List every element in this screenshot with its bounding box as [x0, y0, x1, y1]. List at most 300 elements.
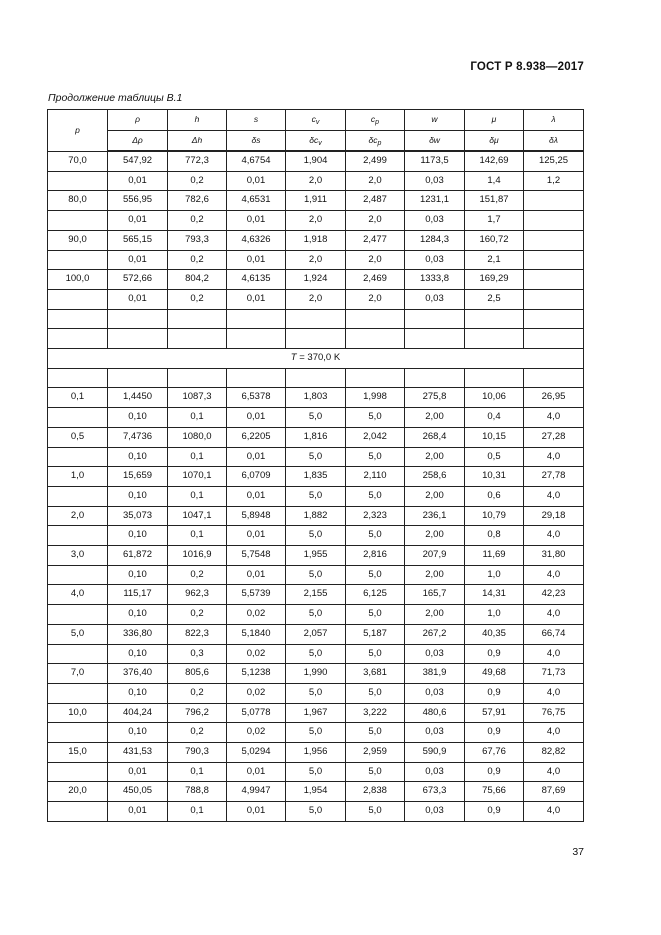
symbol-main: δλ [549, 134, 558, 145]
cell-pressure: 2,0 [48, 506, 108, 526]
cell-value: 0,5 [465, 447, 524, 467]
cell-pressure [48, 565, 108, 585]
cell-value: 0,03 [405, 683, 465, 703]
cell-value: 1,4 [465, 171, 524, 191]
cell-value: 5,0 [346, 605, 405, 625]
cell-value: 5,0 [346, 526, 405, 546]
header-symbol [227, 110, 286, 131]
cell-value: 0,03 [405, 723, 465, 743]
cell-value: 0,9 [465, 723, 524, 743]
cell-value: 336,80 [108, 624, 168, 644]
cell-value: 2,0 [286, 289, 346, 309]
cell-value: 31,80 [524, 546, 584, 566]
symbol-main: Δρ [132, 134, 143, 145]
cell-value: 87,69 [524, 782, 584, 802]
cell-value: 76,75 [524, 703, 584, 723]
cell-value: 125,25 [524, 151, 584, 171]
cell-value: 5,0 [346, 565, 405, 585]
section-value: = 370,0 K [296, 352, 341, 363]
cell-value: 1080,0 [168, 427, 227, 447]
cell-value: 10,79 [465, 506, 524, 526]
symbol-main: δs [251, 134, 261, 145]
cell-value: 27,28 [524, 427, 584, 447]
section-temperature [48, 349, 584, 369]
cell-value: 5,0 [286, 802, 346, 822]
cell-pressure [48, 723, 108, 743]
table-row [48, 664, 584, 684]
cell-value: 556,95 [108, 191, 168, 211]
cell-value: 1,803 [286, 388, 346, 408]
cell-value: 3,681 [346, 664, 405, 684]
cell-value: 2,057 [286, 624, 346, 644]
cell-value: 75,66 [465, 782, 524, 802]
cell-value: 4,6531 [227, 191, 286, 211]
cell-value: 82,82 [524, 743, 584, 763]
cell-value: 0,1 [168, 802, 227, 822]
cell-value: 5,0294 [227, 743, 286, 763]
cell-value: 450,05 [108, 782, 168, 802]
cell-value: 169,29 [465, 270, 524, 290]
header-symbol [168, 110, 227, 131]
cell-value: 10,06 [465, 388, 524, 408]
symbol-subscript: v [318, 139, 322, 147]
table-row [48, 486, 584, 506]
cell-value: 0,01 [108, 802, 168, 822]
cell-value: 40,35 [465, 624, 524, 644]
cell-value [524, 368, 584, 388]
cell-value: 67,76 [465, 743, 524, 763]
cell-value: 5,0 [286, 605, 346, 625]
table-row [48, 289, 584, 309]
cell-value: 0,01 [108, 250, 168, 270]
cell-value: 0,01 [108, 211, 168, 231]
cell-value: 2,00 [405, 408, 465, 428]
cell-pressure: 0,1 [48, 388, 108, 408]
table-row [48, 250, 584, 270]
cell-pressure: 80,0 [48, 191, 108, 211]
cell-value: 0,2 [168, 289, 227, 309]
cell-value: 0,2 [168, 565, 227, 585]
cell-value: 1,990 [286, 664, 346, 684]
header-uncertainty [346, 130, 405, 151]
cell-pressure: 1,0 [48, 467, 108, 487]
symbol-main: c [311, 114, 316, 124]
cell-value: 2,1 [465, 250, 524, 270]
cell-value [465, 368, 524, 388]
cell-value [108, 368, 168, 388]
cell-value: 1231,1 [405, 191, 465, 211]
cell-value: 772,3 [168, 151, 227, 171]
cell-value: 5,0778 [227, 703, 286, 723]
cell-value [405, 329, 465, 349]
cell-value: 1,4450 [108, 388, 168, 408]
cell-value [168, 368, 227, 388]
cell-value: 2,110 [346, 467, 405, 487]
cell-value: 29,18 [524, 506, 584, 526]
cell-value: 4,0 [524, 683, 584, 703]
cell-value: 0,2 [168, 723, 227, 743]
cell-value: 5,0 [286, 683, 346, 703]
cell-pressure: 7,0 [48, 664, 108, 684]
symbol-main: ρ [135, 114, 140, 124]
cell-value: 5,0 [286, 408, 346, 428]
symbol-subscript: p [375, 119, 380, 126]
cell-value: 207,9 [405, 546, 465, 566]
cell-value [405, 309, 465, 329]
cell-value: 0,1 [168, 486, 227, 506]
cell-value: 0,2 [168, 171, 227, 191]
header-uncertainty [465, 130, 524, 151]
cell-value: 0,01 [227, 565, 286, 585]
cell-value: 6,5378 [227, 388, 286, 408]
table-row [48, 467, 584, 487]
cell-value: 788,8 [168, 782, 227, 802]
table-row [48, 447, 584, 467]
header-uncertainty [405, 130, 465, 151]
cell-value: 0,01 [108, 289, 168, 309]
cell-value: 0,01 [227, 486, 286, 506]
cell-value: 2,042 [346, 427, 405, 447]
cell-value: 5,0 [286, 447, 346, 467]
cell-value: 0,01 [227, 802, 286, 822]
cell-value: 1,924 [286, 270, 346, 290]
cell-value: 0,02 [227, 683, 286, 703]
cell-value: 565,15 [108, 230, 168, 250]
cell-value: 0,03 [405, 802, 465, 822]
cell-value: 5,0 [286, 526, 346, 546]
cell-value [168, 309, 227, 329]
header-uncertainty [524, 130, 584, 151]
cell-value: 61,872 [108, 546, 168, 566]
header-symbol [405, 110, 465, 131]
cell-value: 1,955 [286, 546, 346, 566]
cell-value: 5,0 [286, 486, 346, 506]
cell-pressure: 20,0 [48, 782, 108, 802]
cell-value: 1,954 [286, 782, 346, 802]
cell-value: 258,6 [405, 467, 465, 487]
table-row [48, 546, 584, 566]
cell-pressure: 4,0 [48, 585, 108, 605]
cell-value: 2,5 [465, 289, 524, 309]
cell-value: 5,0 [346, 762, 405, 782]
cell-pressure [48, 802, 108, 822]
symbol-subscript: p [377, 139, 382, 147]
cell-value: 1,882 [286, 506, 346, 526]
cell-value: 4,0 [524, 644, 584, 664]
cell-value: 1016,9 [168, 546, 227, 566]
cell-value [108, 329, 168, 349]
cell-value: 0,01 [227, 289, 286, 309]
header-row-symbols [48, 110, 584, 131]
header-uncertainty [168, 130, 227, 151]
cell-value: 0,01 [227, 171, 286, 191]
cell-value: 42,23 [524, 585, 584, 605]
cell-value: 4,6754 [227, 151, 286, 171]
cell-value: 5,0 [286, 565, 346, 585]
symbol-main: h [194, 114, 200, 124]
cell-value: 2,00 [405, 526, 465, 546]
cell-value: 5,0 [286, 644, 346, 664]
cell-value: 66,74 [524, 624, 584, 644]
cell-value: 0,03 [405, 762, 465, 782]
cell-value: 376,40 [108, 664, 168, 684]
table-row [48, 565, 584, 585]
table-row [48, 605, 584, 625]
cell-value: 0,10 [108, 447, 168, 467]
table-row [48, 723, 584, 743]
cell-value: 0,03 [405, 289, 465, 309]
cell-value: 0,10 [108, 723, 168, 743]
cell-value: 0,10 [108, 605, 168, 625]
cell-value: 0,10 [108, 486, 168, 506]
cell-value: 0,01 [108, 762, 168, 782]
cell-value: 0,2 [168, 211, 227, 231]
cell-value: 1,998 [346, 388, 405, 408]
cell-pressure [48, 368, 108, 388]
cell-pressure [48, 329, 108, 349]
cell-value: 4,6326 [227, 230, 286, 250]
data-table [47, 109, 584, 822]
cell-value: 2,0 [346, 171, 405, 191]
cell-value: 1,918 [286, 230, 346, 250]
cell-value [524, 289, 584, 309]
cell-value: 0,02 [227, 605, 286, 625]
cell-value [346, 368, 405, 388]
cell-value: 5,0 [346, 447, 405, 467]
cell-pressure [48, 171, 108, 191]
page-number: 37 [572, 846, 584, 858]
cell-value: 1087,3 [168, 388, 227, 408]
cell-value: 2,00 [405, 486, 465, 506]
cell-value: 1,956 [286, 743, 346, 763]
cell-value: 1047,1 [168, 506, 227, 526]
symbol-main: δc [309, 134, 319, 145]
cell-value: 0,2 [168, 683, 227, 703]
cell-value: 404,24 [108, 703, 168, 723]
cell-pressure [48, 211, 108, 231]
cell-value: 572,66 [108, 270, 168, 290]
cell-value: 0,01 [227, 526, 286, 546]
table-caption: Продолжение таблицы В.1 [48, 92, 183, 104]
cell-value: 5,0 [286, 723, 346, 743]
cell-value: 590,9 [405, 743, 465, 763]
cell-value: 673,3 [405, 782, 465, 802]
table-row [48, 427, 584, 447]
cell-value: 5,1840 [227, 624, 286, 644]
cell-value: 2,469 [346, 270, 405, 290]
cell-value [108, 309, 168, 329]
cell-pressure: 0,5 [48, 427, 108, 447]
cell-value: 5,8948 [227, 506, 286, 526]
cell-value: 805,6 [168, 664, 227, 684]
cell-value: 5,1238 [227, 664, 286, 684]
header-symbol [346, 110, 405, 131]
symbol-main: μ [491, 114, 497, 124]
cell-value: 793,3 [168, 230, 227, 250]
table-row [48, 230, 584, 250]
cell-value: 5,0 [346, 486, 405, 506]
cell-value: 1,0 [465, 605, 524, 625]
cell-value: 2,0 [346, 250, 405, 270]
cell-value: 480,6 [405, 703, 465, 723]
cell-value: 0,2 [168, 605, 227, 625]
cell-value: 0,9 [465, 762, 524, 782]
cell-value: 4,0 [524, 605, 584, 625]
cell-value: 2,0 [286, 211, 346, 231]
table-row [48, 329, 584, 349]
header-symbol [524, 110, 584, 131]
table-row [48, 211, 584, 231]
cell-pressure [48, 447, 108, 467]
cell-value: 142,69 [465, 151, 524, 171]
cell-value: 2,00 [405, 565, 465, 585]
cell-value [465, 309, 524, 329]
cell-value [524, 250, 584, 270]
cell-value: 0,10 [108, 683, 168, 703]
cell-value: 2,838 [346, 782, 405, 802]
symbol-main: Δh [191, 134, 203, 145]
table-row [48, 368, 584, 388]
cell-value: 1,7 [465, 211, 524, 231]
symbol-main: s [253, 114, 259, 124]
cell-value [524, 270, 584, 290]
cell-pressure: 100,0 [48, 270, 108, 290]
cell-value: 27,78 [524, 467, 584, 487]
cell-pressure: 70,0 [48, 151, 108, 171]
cell-value: 5,0 [346, 802, 405, 822]
cell-value [227, 368, 286, 388]
cell-value: 5,5739 [227, 585, 286, 605]
cell-value: 268,4 [405, 427, 465, 447]
cell-value [168, 329, 227, 349]
cell-value: 2,487 [346, 191, 405, 211]
cell-value: 1,967 [286, 703, 346, 723]
cell-value: 6,2205 [227, 427, 286, 447]
cell-value: 2,323 [346, 506, 405, 526]
cell-value: 1,904 [286, 151, 346, 171]
cell-value: 4,0 [524, 723, 584, 743]
symbol-main: w [431, 114, 438, 124]
cell-value: 1,835 [286, 467, 346, 487]
table-row [48, 782, 584, 802]
cell-value: 1284,3 [405, 230, 465, 250]
cell-value: 2,00 [405, 605, 465, 625]
cell-value: 4,0 [524, 762, 584, 782]
cell-value: 0,1 [168, 447, 227, 467]
cell-value: 1173,5 [405, 151, 465, 171]
cell-pressure: 15,0 [48, 743, 108, 763]
cell-value: 547,92 [108, 151, 168, 171]
cell-value: 0,03 [405, 250, 465, 270]
cell-value: 2,816 [346, 546, 405, 566]
cell-value: 49,68 [465, 664, 524, 684]
cell-pressure: 10,0 [48, 703, 108, 723]
table-row [48, 703, 584, 723]
table-row [48, 644, 584, 664]
cell-value: 5,0 [346, 683, 405, 703]
cell-value [346, 329, 405, 349]
cell-value: 71,73 [524, 664, 584, 684]
table-row [48, 802, 584, 822]
header-p: p [48, 110, 108, 152]
table-row [48, 388, 584, 408]
cell-value: 15,659 [108, 467, 168, 487]
cell-pressure [48, 486, 108, 506]
cell-value: 0,9 [465, 644, 524, 664]
cell-value: 0,03 [405, 644, 465, 664]
cell-value [286, 309, 346, 329]
cell-value [405, 368, 465, 388]
cell-value: 0,6 [465, 486, 524, 506]
cell-value: 57,91 [465, 703, 524, 723]
table-row [48, 526, 584, 546]
cell-value: 2,0 [286, 171, 346, 191]
cell-value [524, 211, 584, 231]
cell-value: 5,0 [346, 644, 405, 664]
cell-value: 1,911 [286, 191, 346, 211]
cell-value: 2,155 [286, 585, 346, 605]
cell-value: 0,10 [108, 526, 168, 546]
cell-value: 2,499 [346, 151, 405, 171]
cell-value: 0,3 [168, 644, 227, 664]
header-symbol [108, 110, 168, 131]
cell-value: 5,187 [346, 624, 405, 644]
document-code: ГОСТ Р 8.938—2017 [470, 61, 584, 73]
cell-value: 10,15 [465, 427, 524, 447]
section-row [48, 349, 584, 369]
symbol-main: c [370, 114, 376, 124]
cell-value [524, 230, 584, 250]
cell-value: 0,01 [227, 211, 286, 231]
header-row-uncertainty [48, 130, 584, 151]
cell-pressure [48, 526, 108, 546]
cell-value [227, 309, 286, 329]
cell-pressure: 90,0 [48, 230, 108, 250]
cell-value: 0,01 [108, 171, 168, 191]
cell-value [286, 329, 346, 349]
cell-value: 0,01 [227, 408, 286, 428]
cell-value: 0,1 [168, 762, 227, 782]
cell-value [524, 191, 584, 211]
cell-value: 0,9 [465, 683, 524, 703]
table-row [48, 171, 584, 191]
table-row [48, 270, 584, 290]
cell-value [227, 329, 286, 349]
cell-value: 0,1 [168, 408, 227, 428]
cell-value: 35,073 [108, 506, 168, 526]
cell-value: 0,10 [108, 565, 168, 585]
cell-value: 3,222 [346, 703, 405, 723]
header-uncertainty [108, 130, 168, 151]
cell-value: 26,95 [524, 388, 584, 408]
cell-value: 4,0 [524, 526, 584, 546]
cell-value [524, 329, 584, 349]
cell-value: 782,6 [168, 191, 227, 211]
cell-value: 0,10 [108, 408, 168, 428]
cell-value: 0,03 [405, 211, 465, 231]
cell-value: 6,125 [346, 585, 405, 605]
cell-value: 0,9 [465, 802, 524, 822]
cell-value [524, 309, 584, 329]
cell-value: 1333,8 [405, 270, 465, 290]
cell-value: 2,0 [286, 250, 346, 270]
cell-value: 790,3 [168, 743, 227, 763]
cell-value [286, 368, 346, 388]
cell-value: 0,1 [168, 526, 227, 546]
cell-value: 151,87 [465, 191, 524, 211]
cell-value: 2,0 [346, 211, 405, 231]
cell-value: 4,0 [524, 565, 584, 585]
